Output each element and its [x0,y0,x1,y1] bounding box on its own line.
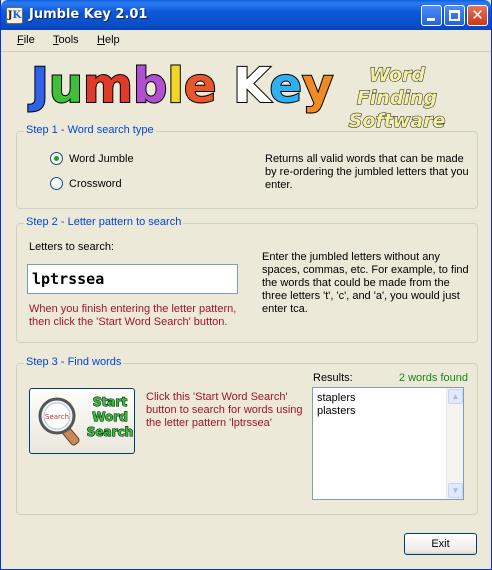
step2-hint: When you finish entering the letter pattern, then click the 'Start Word Search' button. [29,303,237,328]
maximize-icon [449,10,460,21]
step2-group [16,216,478,343]
letters-label: Letters to search: [29,241,114,253]
exit-button[interactable]: Exit [404,533,477,555]
step3-instruction: Click this 'Start Word Search' button to search for words using the letter pattern 'lptrssea' [146,391,303,429]
start-word-search-label: Start Word Search [86,395,134,439]
step1-group [16,124,478,209]
step3-title: Step 3 - Find words [26,356,122,368]
step2-title: Step 2 - Letter pattern to search [26,216,182,228]
menu-bar [1,30,491,52]
list-item[interactable]: staplers [317,392,356,404]
radio-button[interactable] [50,177,63,190]
menu-file[interactable]: File [17,34,35,46]
menu-tools[interactable]: Tools [53,34,79,46]
radio-label-crossword: Crossword [69,177,122,190]
results-label: Results: [313,372,353,384]
results-list[interactable] [312,387,464,500]
results-count: 2 words found [398,372,468,384]
step1-title: Step 1 - Word search type [26,124,154,136]
list-item[interactable]: plasters [317,405,356,417]
scroll-down-icon[interactable]: ▼ [448,483,463,498]
minimize-icon [427,18,435,21]
step2-description: Enter the jumbled letters without any spaces, commas, etc. For example, to find the words that could be made from the three letters 't', 'c', and 'a', you would just enter tca. [262,251,469,315]
results-scrollbar[interactable] [446,388,463,499]
title-bar[interactable] [1,0,491,30]
window-title: Jumble Key 2.01 [29,7,148,22]
start-word-search-button[interactable] [29,388,135,454]
step1-description: Returns all valid words that can be made by re-ordering the jumbled letters that you enter. [265,153,469,191]
close-icon: ✕ [471,6,484,24]
menu-help[interactable]: Help [97,34,120,46]
maximize-button[interactable] [444,5,465,26]
app-icon[interactable]: JK [6,7,23,24]
radio-label-word-jumble: Word Jumble [69,152,134,165]
minimize-button[interactable] [421,5,442,26]
close-button[interactable] [467,5,488,26]
logo-subtitle: Word Finding Software [348,64,446,132]
radio-crossword[interactable] [50,177,122,190]
step3-group [16,356,478,515]
radio-word-jumble[interactable] [50,152,134,165]
scroll-up-icon[interactable]: ▲ [448,389,463,404]
letters-input[interactable] [27,264,238,294]
radio-button-selected[interactable] [50,152,63,165]
magnifier-label: Search [44,413,70,421]
magnifier-icon [36,396,86,446]
results-items [317,392,356,418]
logo-title: Jumble Key [31,58,334,114]
